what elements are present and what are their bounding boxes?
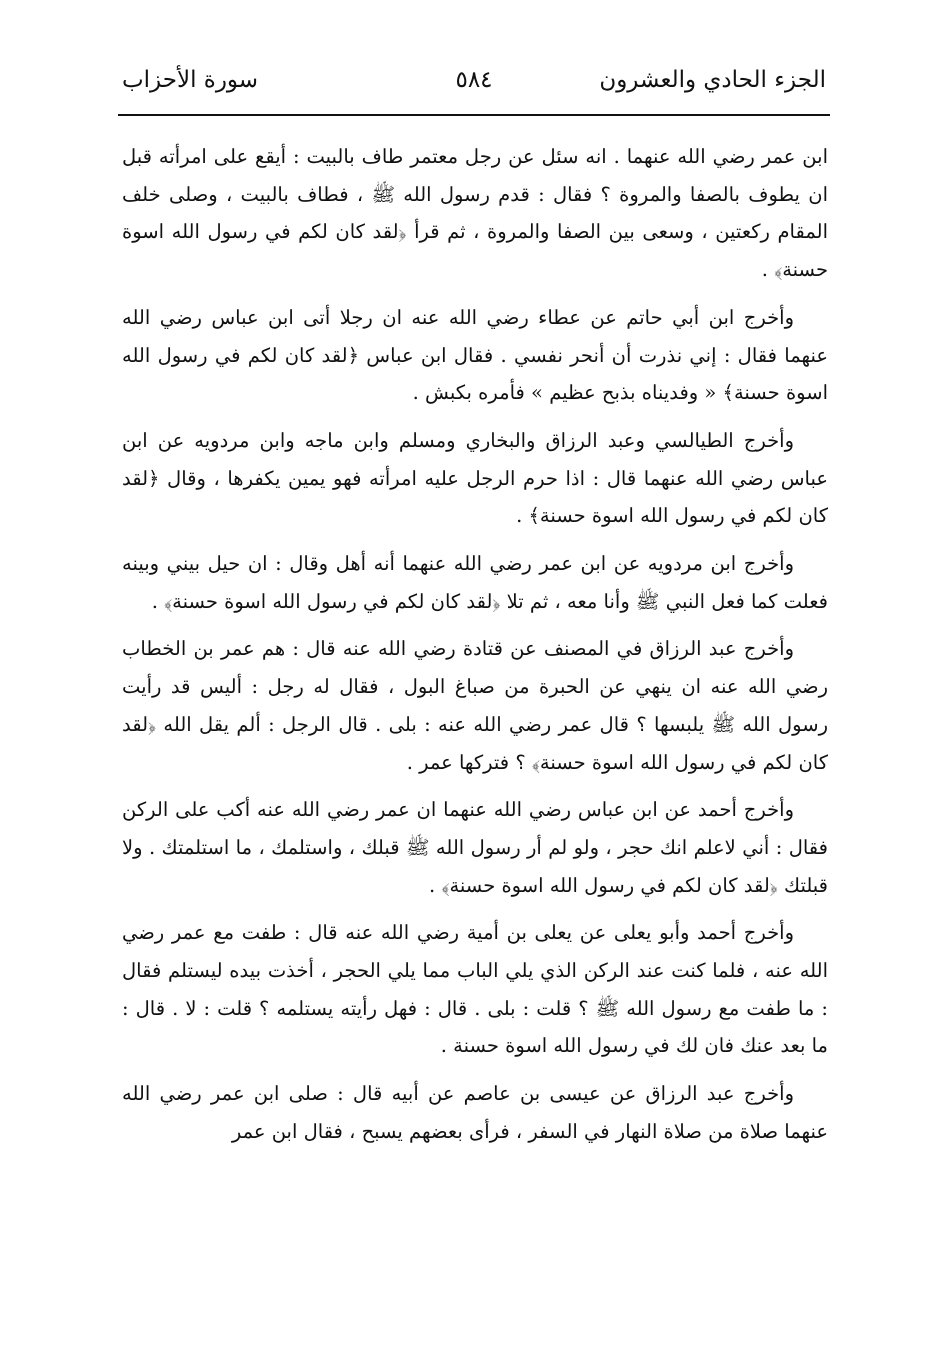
page-number: ٥٨٤ xyxy=(455,67,493,93)
paragraph: وأخرج ابن مردويه عن ابن عمر رضي الله عنهما أنه أهل وقال : ان حيل بيني وبينه فعلت كما فعل النبي ﷺ وأنا معه ، ثم تلا ﴿لقد كان لكم في رسول الله اسوة حسنة﴾ . xyxy=(122,552,828,613)
surah-title: سورة الأحزاب xyxy=(122,67,259,93)
paragraph: وأخرج عبد الرزاق في المصنف عن قتادة رضي الله عنه قال : هم عمر بن الخطاب رضي الله عنه ان ينهي عن الحبرة من صباغ البول ، فقال له رجل : أليس قد رأيت رسول الله ﷺ يلبسها ؟ قال عمر رضي الله عنه : بلى . قال الرجل : ألم يقل الله ﴿لقد كان لكم في رسول الله اسوة حسنة﴾ ؟ فتركها عمر . xyxy=(122,637,828,774)
body-text xyxy=(122,138,828,1161)
paragraph: وأخرج ابن أبي حاتم عن عطاء رضي الله عنه ان رجلا أتى ابن عباس رضي الله عنهما فقال : إني نذرت أن أنحر نفسي . فقال ابن عباس ﴿لقد كان لكم في رسول الله اسوة حسنة﴾ « وفديناه بذبح عظيم » فأمره بكبش . xyxy=(122,305,828,405)
paragraph: وأخرج أحمد وأبو يعلى عن يعلى بن أمية رضي الله عنه قال : طفت مع عمر رضي الله عنه ، فلما كنت عند الركن الذي يلي الباب مما يلي الحجر ، أخذت بيده ليستلم فقال : ما طفت مع رسول الله ﷺ ؟ قلت : بلى . قال : فهل رأيته يستلمه ؟ قلت : لا . قال : ما بعد عنك فان لك في رسول الله اسوة حسنة . xyxy=(122,921,828,1058)
part-title: الجزء الحادي والعشرون xyxy=(599,67,826,93)
header-divider xyxy=(118,114,830,116)
paragraph: وأخرج عبد الرزاق عن عيسى بن عاصم عن أبيه قال : صلى ابن عمر رضي الله عنهما صلاة من صلاة النهار في السفر ، فرأى بعضهم يسبح ، فقال ابن عمر xyxy=(122,1082,828,1143)
running-header xyxy=(118,56,830,106)
paragraph: ابن عمر رضي الله عنهما . انه سئل عن رجل معتمر طاف بالبيت : أيقع على امرأته قبل ان يطوف بالصفا والمروة ؟ فقال : قدم رسول الله ﷺ ، فطاف بالبيت ، وصلى خلف المقام ركعتين ، وسعى بين الصفا والمروة ، ثم قرأ ﴿لقد كان لكم في رسول الله اسوة حسنة﴾ . xyxy=(122,145,828,282)
paragraph: وأخرج الطيالسي وعبد الرزاق والبخاري ومسلم وابن ماجه وابن مردويه عن ابن عباس رضي الله عنهما قال : اذا حرم الرجل عليه امرأته فهو يمين يكفرها ، وقال ﴿لقد كان لكم في رسول الله اسوة حسنة﴾ . xyxy=(122,428,828,528)
paragraph: وأخرج أحمد عن ابن عباس رضي الله عنهما ان عمر رضي الله عنه أكب على الركن فقال : أني لاعلم انك حجر ، ولو لم أر رسول الله ﷺ قبلك ، واستلمك ، ما استلمتك . ولا قبلتك ﴿لقد كان لكم في رسول الله اسوة حسنة﴾ . xyxy=(122,798,828,897)
